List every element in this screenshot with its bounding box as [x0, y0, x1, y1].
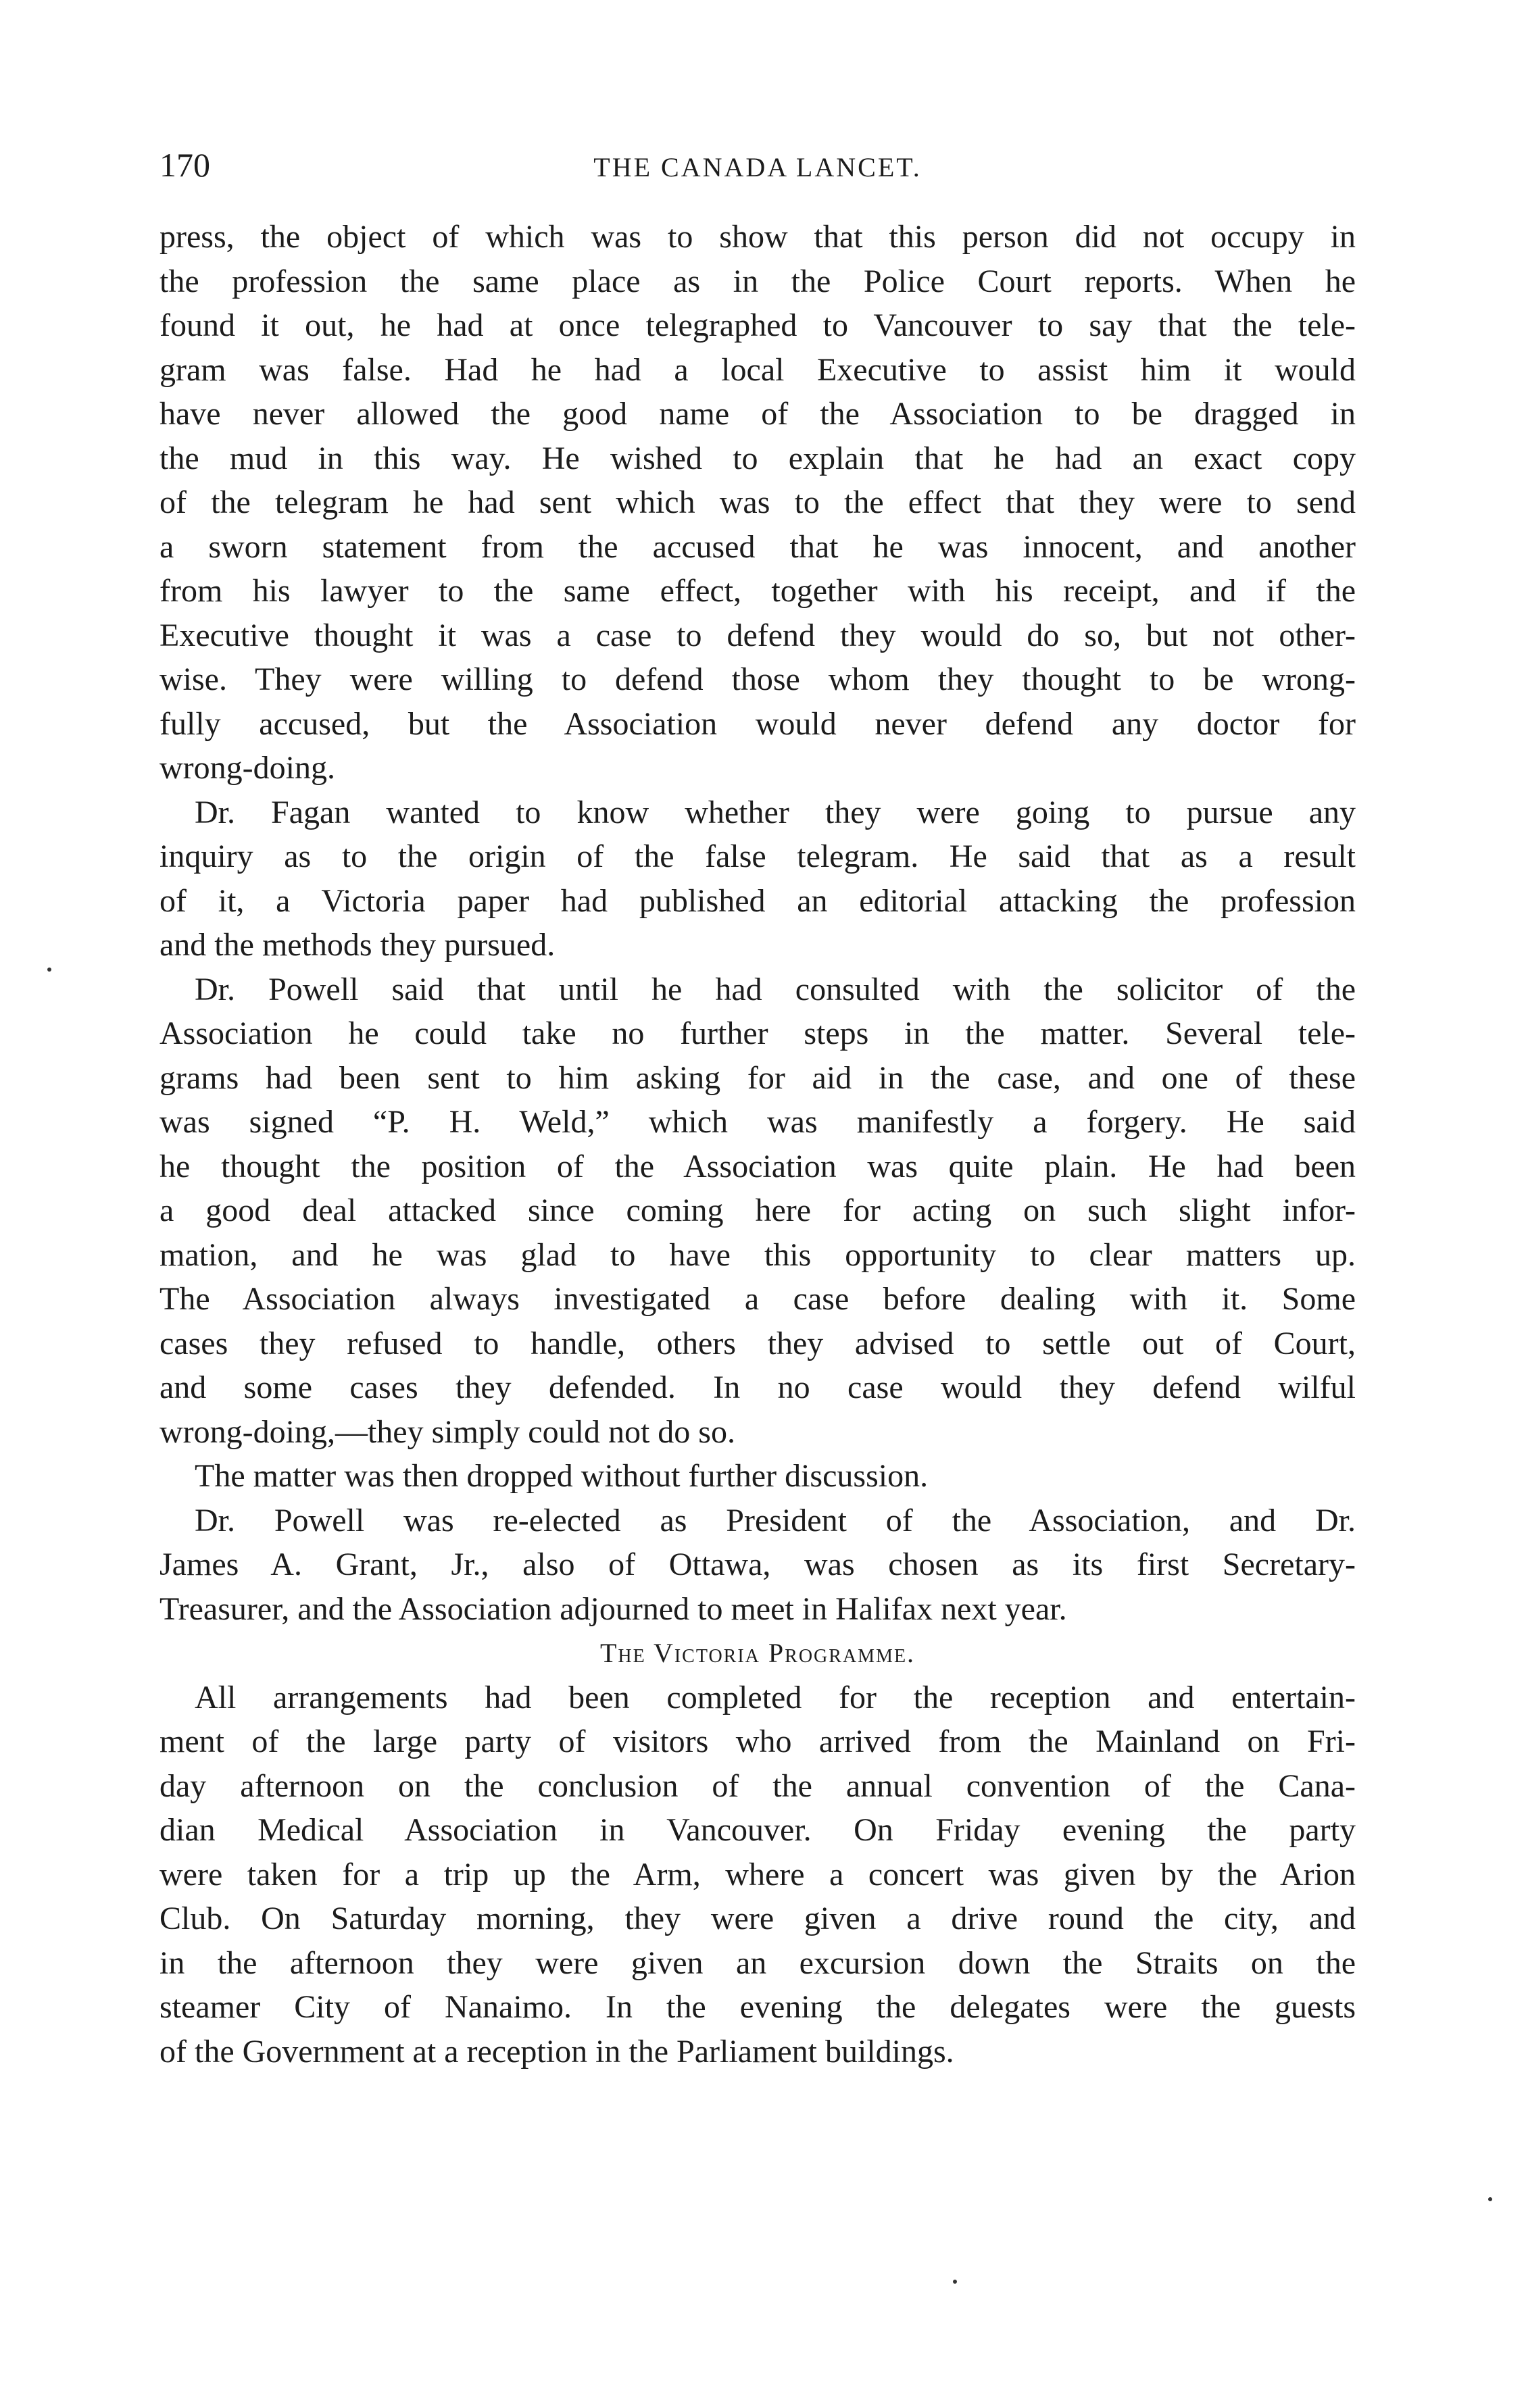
text-line: press, the object of which was to show that this person did not occupy in	[159, 219, 1356, 255]
text-line: wrong-doing,—they simply could not do so.	[159, 1413, 735, 1450]
text-line: of the Government at a reception in the Parliament buildings.	[159, 2033, 954, 2070]
scan-speck	[47, 968, 51, 972]
text-line: wrong-doing.	[159, 750, 335, 786]
text-line: were taken for a trip up the Arm, where a concert was given by the Arion	[159, 1856, 1356, 1892]
text-line: have never allowed the good name of the Association to be dragged in	[159, 396, 1356, 432]
text-line: and the methods they pursued.	[159, 927, 556, 963]
text-line: and some cases they defended. In no case would they defend wilful	[159, 1370, 1356, 1405]
text-line: mation, and he was glad to have this opportunity to clear matters up.	[159, 1236, 1356, 1273]
text-line: steamer City of Nanaimo. In the evening the delegates were the guests	[159, 1989, 1356, 2025]
journal-title: THE CANADA LANCET.	[593, 152, 922, 182]
text-line: a good deal attacked since coming here for acting on such slight infor-	[159, 1193, 1356, 1228]
text-line: cases they refused to handle, others they advised to settle out of Court,	[159, 1325, 1356, 1361]
text-line: ment of the large party of visitors who arrived from the Mainland on Fri-	[159, 1724, 1356, 1759]
text-line: day afternoon on the conclusion of the annual convention of the Cana-	[159, 1767, 1356, 1804]
text-line: dian Medical Association in Vancouver. On Friday evening the party	[159, 1812, 1356, 1848]
paragraph-2	[159, 791, 1356, 968]
text-line: wise. They were willing to defend those whom they thought to be wrong-	[159, 661, 1356, 697]
text-line: Dr. Powell was re-elected as President of the Association, and Dr.	[195, 1502, 1356, 1538]
body-text	[159, 215, 1356, 2074]
text-line: was signed “P. H. Weld,” which was manifestly a forgery. He said	[159, 1104, 1356, 1140]
text-line: gram was false. Had he had a local Executive to assist him it would	[159, 351, 1356, 388]
text-line: a sworn statement from the accused that he was innocent, and another	[159, 528, 1356, 565]
text-line: of it, a Victoria paper had published an editorial attacking the profession	[159, 882, 1356, 919]
text-line: inquiry as to the origin of the false telegram. He said that as a result	[159, 838, 1356, 874]
section-paragraph	[159, 1676, 1356, 2074]
text-line: Dr. Powell said that until he had consulted with the solicitor of the	[195, 971, 1356, 1007]
paragraph-5	[159, 1499, 1356, 1632]
paragraph-3	[159, 968, 1356, 1455]
section-heading: The Victoria Programme.	[599, 1638, 916, 1668]
scan-speck	[953, 2280, 957, 2284]
text-line: Executive thought it was a case to defend they would do so, but not other-	[159, 617, 1356, 653]
text-line: The Association always investigated a case before dealing with it. Some	[159, 1281, 1356, 1317]
text-line: in the afternoon they were given an excursion down the Straits on the	[159, 1945, 1356, 1981]
text-line: fully accused, but the Association would never defend any doctor for	[159, 705, 1356, 742]
text-line: the profession the same place as in the Police Court reports. When he	[159, 263, 1356, 299]
running-head	[159, 145, 1356, 192]
text-line: Club. On Saturday morning, they were given a drive round the city, and	[159, 1901, 1356, 1936]
scan-speck	[1488, 2197, 1492, 2201]
text-line: the mud in this way. He wished to explain that he had an exact copy	[159, 440, 1356, 476]
text-line: he thought the position of the Association was quite plain. He had been	[159, 1148, 1356, 1184]
text-line: Association he could take no further steps in the matter. Several tele-	[159, 1015, 1356, 1051]
text-line: James A. Grant, Jr., also of Ottawa, was chosen as its first Secretary-	[159, 1547, 1356, 1582]
text-line: All arrangements had been completed for the reception and entertain-	[195, 1679, 1356, 1715]
text-line: found it out, he had at once telegraphed to Vancouver to say that the tele-	[159, 307, 1356, 343]
page-number: 170	[159, 146, 210, 184]
paragraph-1	[159, 215, 1356, 791]
text-line: Treasurer, and the Association adjourned to meet in Halifax next year.	[159, 1590, 1067, 1627]
text-line: grams had been sent to him asking for aid in the case, and one of these	[159, 1059, 1356, 1096]
paragraph-4	[159, 1454, 1356, 1499]
text-line: Dr. Fagan wanted to know whether they were going to pursue any	[195, 794, 1356, 830]
text-line: of the telegram he had sent which was to the effect that they were to send	[159, 484, 1356, 520]
text-line: The matter was then dropped without further discussion.	[195, 1458, 929, 1494]
text-line: from his lawyer to the same effect, together with his receipt, and if the	[159, 573, 1356, 609]
